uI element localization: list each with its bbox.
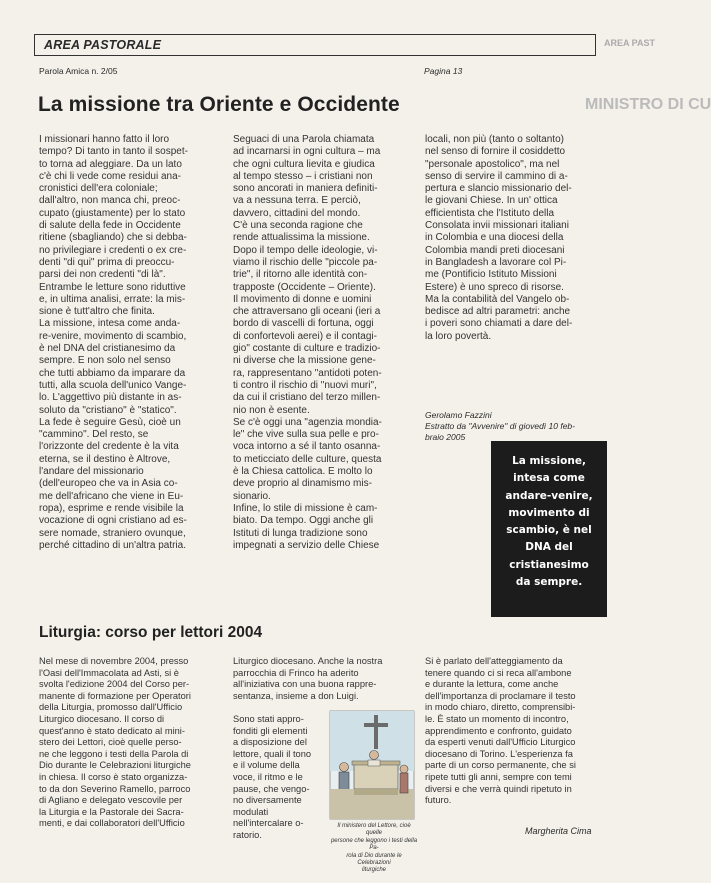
article-title: La missione tra Oriente e Occidente bbox=[38, 93, 400, 116]
text-line: viamo il rischio delle "piccole pa- bbox=[233, 256, 378, 268]
text-line: lo. L'aggettivo più distante in as- bbox=[39, 392, 182, 404]
text-line: le. È stato un momento di incontro, bbox=[425, 713, 569, 724]
text-line: Consolata invii missionari italiani bbox=[425, 220, 569, 232]
text-line: tenere quando ci si reca all'ambone bbox=[425, 667, 572, 678]
text-line: Colombia mandi preti diocesani bbox=[425, 244, 565, 256]
text-line: me (Pontificio Istituto Missioni bbox=[425, 269, 557, 281]
text-line: impegnati a servizio delle Chiese bbox=[233, 539, 380, 551]
liturgy-column-3 bbox=[425, 656, 607, 807]
bleed-through-section: AREA PAST bbox=[604, 38, 656, 48]
text-line: tutti, alla scuola dell'unico Vange- bbox=[39, 379, 187, 391]
text-line: e il volume della bbox=[233, 760, 300, 771]
text-line: La missione, bbox=[512, 455, 586, 467]
text-line: nio non è esente. bbox=[233, 404, 310, 416]
text-line: ripete tutti gli anni, sempre con temi bbox=[425, 771, 572, 782]
text-line: di confortevoli aerei) e il contagi- bbox=[233, 330, 377, 342]
text-line: svolta l'edizione 2004 del Corso per- bbox=[39, 679, 190, 690]
text-line: La missione, intesa come anda- bbox=[39, 318, 181, 330]
page-number: Pagina 13 bbox=[424, 66, 463, 76]
section-header: AREA PASTORALE bbox=[34, 34, 596, 56]
text-line: vocazione di ogni cristiano ad es- bbox=[39, 515, 187, 527]
liturgy-column-2-side bbox=[233, 714, 325, 842]
liturgy-article-title: Liturgia: corso per lettori 2004 bbox=[39, 624, 263, 641]
text-line: è nel DNA del cristianesimo da bbox=[39, 343, 176, 355]
text-line: Se c'è oggi una "agenzia mondia- bbox=[233, 416, 382, 428]
text-line: Dio durante le Celebrazioni liturgiche bbox=[39, 760, 191, 771]
text-line: (dell'europeo che va in Asia co- bbox=[39, 478, 178, 490]
text-line: bordo di vascelli di fortuna, oggi bbox=[233, 318, 374, 330]
text-line: ratorio. bbox=[233, 829, 262, 840]
liturgy-column-2-top bbox=[233, 656, 413, 702]
text-line: soluto da "cristiano" è "statico". bbox=[39, 404, 177, 416]
text-line: liturgiche bbox=[361, 867, 386, 874]
text-line: quest'anno è stato dedicato al mini- bbox=[39, 725, 185, 736]
text-line: denti "di qui" prima di preoccu- bbox=[39, 256, 175, 268]
text-line: braio 2005 bbox=[425, 432, 466, 442]
text-line: cronistici dell'era coloniale; bbox=[39, 183, 158, 195]
text-line: modulati bbox=[233, 806, 269, 817]
text-line: trapposte (Occidente – Oriente). bbox=[233, 281, 376, 293]
text-line: Si è parlato dell'atteggiamento da bbox=[425, 656, 563, 666]
text-line: l'Oasi dell'Immacolata ad Asti, si è bbox=[39, 667, 179, 678]
text-line: to meticciato delle culture, questa bbox=[233, 453, 382, 465]
text-line: nel senso di fornire il cosiddetto bbox=[425, 146, 566, 158]
text-line: ropa), esprime e rende visibile la bbox=[39, 502, 184, 514]
text-line: l'orizzonte del credente è la vita bbox=[39, 441, 179, 453]
text-line: lettore, quali il tono bbox=[233, 748, 312, 759]
text-line: bedisce ad altri parametri: anche bbox=[425, 306, 571, 318]
text-line: to torna ad aleggiare. Da un lato bbox=[39, 158, 182, 170]
text-line: intesa come bbox=[513, 472, 585, 485]
text-line: sempre. E non solo nel senso bbox=[39, 355, 171, 367]
text-line: locali, non più (tanto o soltanto) bbox=[425, 134, 564, 145]
article-author: Gerolamo Fazzini bbox=[425, 410, 492, 420]
text-line: parrocchia di Frinco ha aderito bbox=[233, 667, 359, 678]
text-line: C'è una seconda ragione che bbox=[233, 220, 363, 232]
text-line: da cui il cristiano del terzo millen- bbox=[233, 392, 381, 404]
text-line: che ogni cultura lievita e giudica bbox=[233, 158, 375, 170]
text-line: Infine, lo stile di missione è cam- bbox=[233, 502, 378, 514]
text-line: apprendimento e confronto, guidato bbox=[425, 725, 572, 736]
text-line: ad incarnarsi in ogni cultura – ma bbox=[233, 146, 381, 158]
text-line: pertura e slancio missionario del- bbox=[425, 183, 572, 195]
lector-illustration bbox=[330, 711, 414, 819]
text-line: Estratto da "Avvenire" di giovedì 10 feb- bbox=[425, 421, 575, 431]
text-line: Il movimento di donne e uomini bbox=[233, 293, 372, 305]
text-line: da esperti venuti dall'Ufficio Liturgico bbox=[425, 737, 576, 748]
text-line: perché cittadino di un'altra patria. bbox=[39, 539, 186, 551]
text-line: gio" costante di culture e tradizio- bbox=[233, 343, 381, 355]
text-line: in Colombia e una diocesi della bbox=[425, 232, 564, 244]
text-line: l'andare del missionario bbox=[39, 466, 144, 478]
text-line: i poveri sono chiamati a dare del- bbox=[425, 318, 573, 330]
text-line: biato. Da tempo. Oggi anche gli bbox=[233, 515, 374, 527]
text-line: dell'importanza di proclamare il testo bbox=[425, 690, 576, 701]
text-line: stero dei Lettori, cioè quelle perso- bbox=[39, 737, 182, 748]
illustration-caption bbox=[330, 823, 418, 875]
text-line: me dell'africano che viene in Eu- bbox=[39, 490, 184, 502]
text-line: fonditi gli elementi bbox=[233, 725, 308, 736]
liturgy-author: Margherita Cima bbox=[525, 826, 592, 836]
text-line: to da don Severino Ramello, parroco bbox=[39, 783, 191, 794]
text-line: no diversamente bbox=[233, 795, 302, 806]
text-line: ne che leggono i testi della Parola di bbox=[39, 748, 189, 759]
text-line: DNA del bbox=[525, 541, 573, 554]
text-line: e durante la lettura, come anche bbox=[425, 679, 559, 690]
article-source bbox=[425, 410, 607, 443]
article-column-2 bbox=[233, 134, 413, 552]
text-line: Entrambe le letture sono riduttive bbox=[39, 281, 186, 293]
text-line: pause, che vengo- bbox=[233, 783, 310, 794]
text-line: da sempre. bbox=[515, 576, 583, 589]
text-line: Nel mese di novembre 2004, presso bbox=[39, 656, 189, 666]
text-line: in modo chiaro, diretto, comprensibi- bbox=[425, 702, 576, 713]
text-line: Seguaci di una Parola chiamata bbox=[233, 134, 375, 145]
text-line: Dopo il tempo delle ideologie, vi- bbox=[233, 244, 378, 256]
text-line: sentanza, insieme a don Luigi. bbox=[233, 690, 359, 701]
text-line: all'iniziativa con una buona rappre- bbox=[233, 679, 377, 690]
text-line: cristianesimo bbox=[509, 558, 589, 571]
text-line: menti, e dai collaboratori dell'Ufficio bbox=[39, 818, 185, 829]
text-line: tempo? Di tanto in tanto il sospet- bbox=[39, 146, 188, 158]
text-line: in chiesa. Il corso è stato organizza- bbox=[39, 771, 188, 782]
text-line: rola di Dio durante le Celebrazioni bbox=[346, 852, 402, 867]
text-line: ritiene (sbagliando) che si debba- bbox=[39, 232, 187, 244]
text-line: I missionari hanno fatto il loro bbox=[39, 134, 170, 145]
text-line: Istituti di lunga tradizione sono bbox=[233, 527, 368, 539]
text-line: andare-venire, bbox=[505, 489, 593, 502]
text-line: no privilegiare i credenti o ex cre- bbox=[39, 244, 187, 256]
text-line: parsi dei non credenti "di là". bbox=[39, 269, 166, 281]
text-line: eterna, se il destino è Altrove, bbox=[39, 453, 171, 465]
text-line: futuro. bbox=[425, 795, 452, 806]
text-line: trie", il ritorno alle identità con- bbox=[233, 269, 368, 281]
text-line: scambio, è nel bbox=[506, 524, 592, 537]
text-line: sionario. bbox=[233, 490, 271, 502]
text-line: che attraversano gli oceani (ieri a bbox=[233, 306, 381, 318]
text-line: "cammino". Del resto, se bbox=[39, 429, 149, 441]
text-line: e, in ultima analisi, errate: la mis- bbox=[39, 293, 186, 305]
text-line: Il ministero del Lettore, cioè quelle bbox=[337, 823, 411, 837]
text-line: manente di formazione per Operatori bbox=[39, 690, 191, 701]
text-line: la loro povertà. bbox=[425, 330, 492, 342]
text-line: sere nomade, straniero ovunque, bbox=[39, 527, 186, 539]
issue-label: Parola Amica n. 2/05 bbox=[39, 66, 118, 76]
text-line: a disposizione del bbox=[233, 737, 307, 748]
text-line: ni diverse che la missione gene- bbox=[233, 355, 376, 367]
text-line: voce, il ritmo e le bbox=[233, 771, 303, 782]
text-line: cupato (giustamente) per lo stato bbox=[39, 207, 186, 219]
text-line: La fede è seguire Gesù, cioè un bbox=[39, 416, 181, 428]
text-line: sione è tutt'altro che finita. bbox=[39, 306, 155, 318]
text-line: della Liturgia, promosso dall'Ufficio bbox=[39, 702, 183, 713]
text-line: ra, rappresentano "antidoti poten- bbox=[233, 367, 382, 379]
text-line: ti contro il rischio di "nuovi muri", bbox=[233, 379, 377, 391]
text-line: davvero, cittadini del mondo. bbox=[233, 207, 361, 219]
text-line: re-venire, movimento di scambio, bbox=[39, 330, 187, 342]
text-line: movimento di bbox=[508, 506, 590, 519]
text-line: Liturgico diocesano. Il corso di bbox=[39, 713, 165, 724]
text-line: senso di servire il cammino di a- bbox=[425, 170, 568, 182]
text-line: voca intorno a sé il tanto osanna- bbox=[233, 441, 381, 453]
text-line: diversi e che verrà quindi ripetuto in bbox=[425, 783, 572, 794]
text-line: persone che leggono i testi della Pa- bbox=[330, 837, 418, 852]
text-line: la Liturgia e la Pastorale dei Sacra- bbox=[39, 806, 184, 817]
text-line: rende attualissima la missione. bbox=[233, 232, 370, 244]
text-line: c'è chi li vede come residui ana- bbox=[39, 170, 181, 182]
source-text bbox=[425, 421, 607, 443]
text-line: parte di un corso permanente, che si bbox=[425, 760, 576, 771]
text-line: "personale apostolico", ma nel bbox=[425, 158, 560, 170]
text-line: in Bangladesh a lavorare col Pi- bbox=[425, 256, 567, 268]
text-line: Liturgico diocesano. Anche la nostra bbox=[233, 656, 383, 666]
text-line: va a nessuna terra. E perciò, bbox=[233, 195, 361, 207]
bleed-through-title: MINISTRO DI CU bbox=[585, 96, 711, 113]
pull-quote bbox=[491, 441, 607, 617]
text-line: Ma la contabilità del Vangelo ob- bbox=[425, 293, 570, 305]
text-line: al tempo stesso – i cristiani non bbox=[233, 170, 373, 182]
text-line: le giovani Chiese. In un' ottica bbox=[425, 195, 558, 207]
text-line: deve proprio al dinamismo mis- bbox=[233, 478, 372, 490]
text-line: le" che vive sulla sua pelle e pro- bbox=[233, 429, 379, 441]
text-line: Sono stati appro- bbox=[233, 714, 304, 724]
text-line: di Agliano e delegato vescovile per bbox=[39, 795, 183, 806]
text-line: dall'altro, non manca chi, preoc- bbox=[39, 195, 181, 207]
text-line: diocesano di Torino. L'esperienza fa bbox=[425, 748, 573, 759]
text-line: sono ancorati in maniera definiti- bbox=[233, 183, 378, 195]
text-line: di salute della fede in Occidente bbox=[39, 220, 181, 232]
text-line: efficientista che l'Istituto della bbox=[425, 207, 555, 219]
article-column-1 bbox=[39, 134, 221, 552]
liturgy-column-1 bbox=[39, 656, 219, 830]
text-line: che tutti abbiamo da imparare da bbox=[39, 367, 186, 379]
text-line: è la Chiesa cattolica. E molto lo bbox=[233, 466, 373, 478]
text-line: Estere) è uno spreco di risorse. bbox=[425, 281, 564, 293]
text-line: nell'intercalare o- bbox=[233, 818, 304, 829]
article-column-3 bbox=[425, 134, 605, 343]
